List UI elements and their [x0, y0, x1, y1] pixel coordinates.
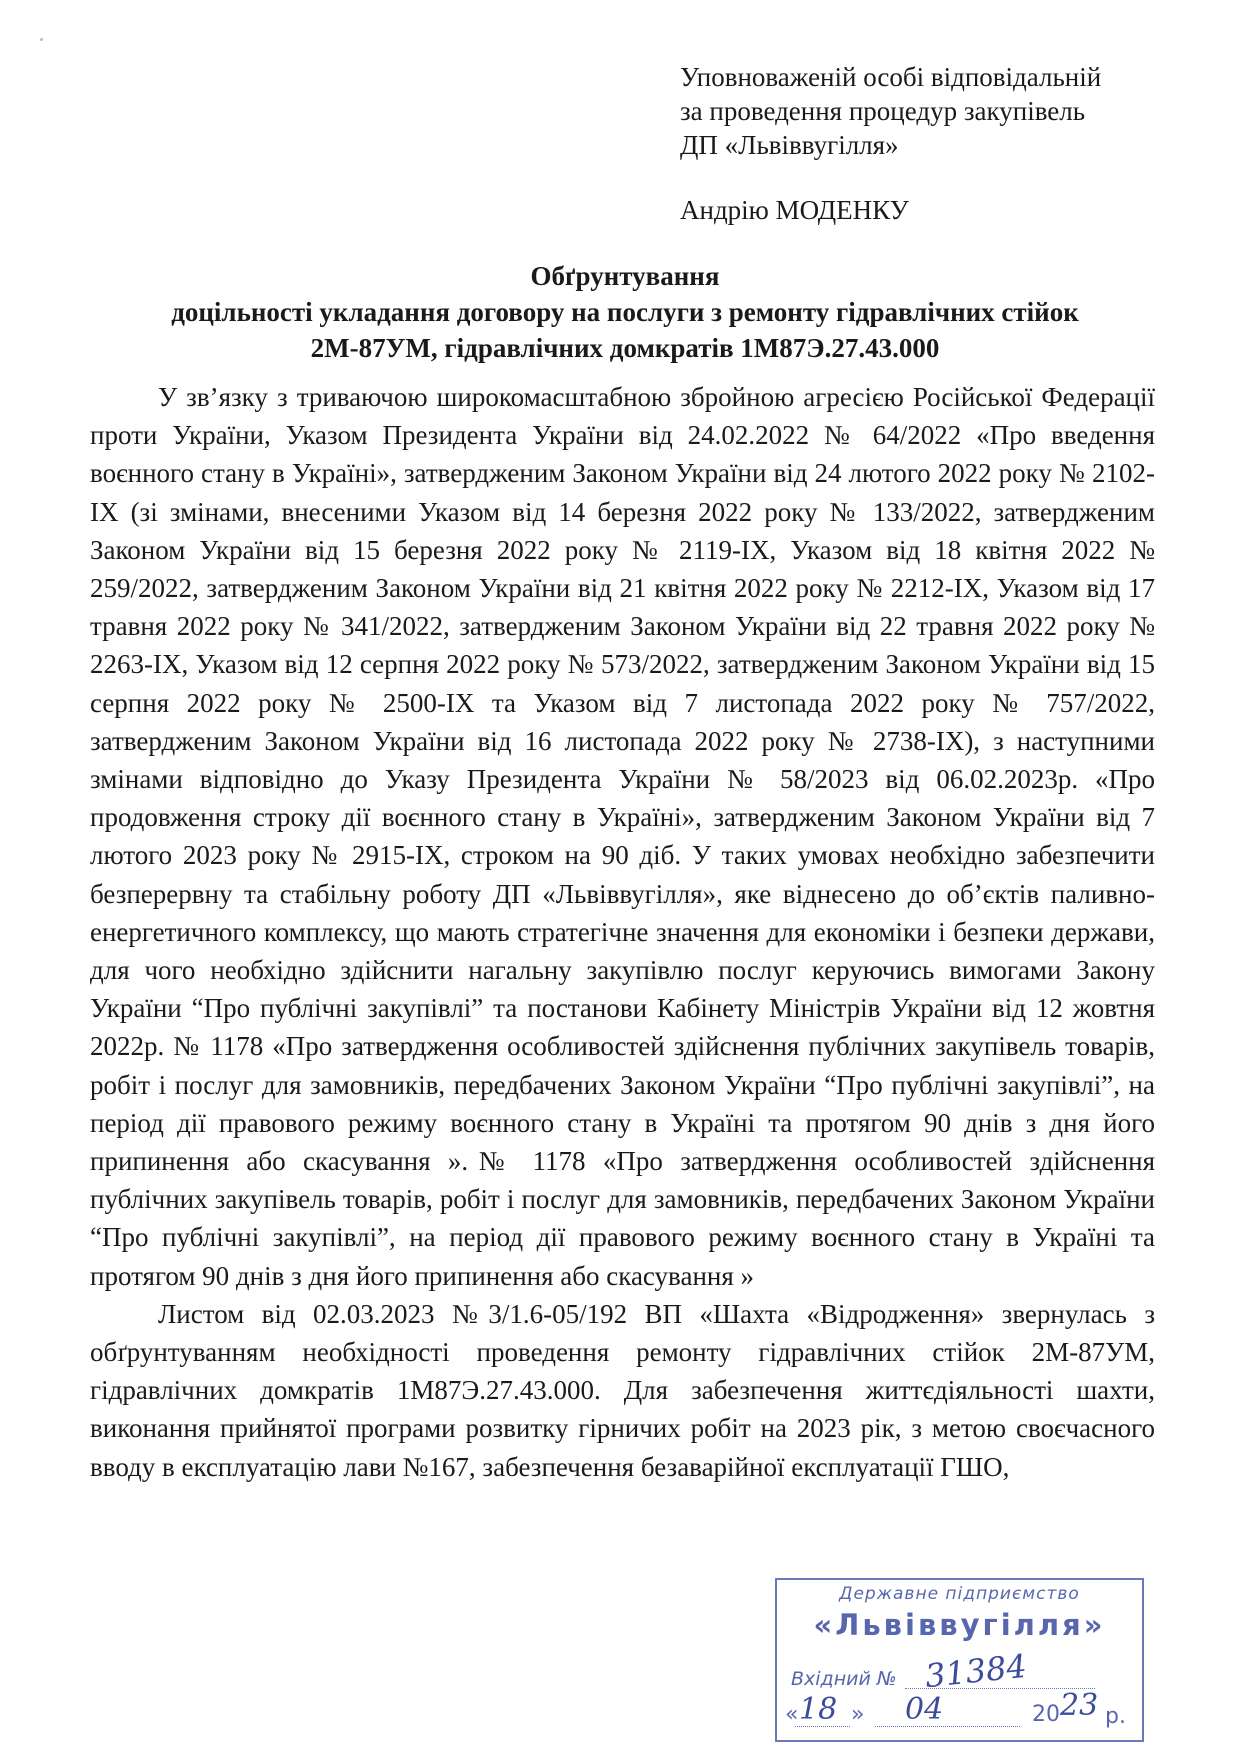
stamp-close-quote: » [851, 1702, 865, 1727]
body-paragraph: У зв’язку з триваючою широкомасштабною збройною агресією Російської Федерації проти України, Указом Президента України від 24.02.2022 № 64/2022 «Про введення воєнного стану в Україні», затвердженим Законом України від 24 лютого 2022 року № 2102-IX (зі змінами, внесеними Указом від 14 березня 2022 року № 133/2022, затвердженим Законом України від 15 березня 2022 року № 2119-IX, Указом від 18 квітня 2022 № 259/2022, затвердженим Законом України від 21 квітня 2022 року № 2212-IX, Указом від 17 травня 2022 року № 341/2022, затвердженим Законом України від 22 травня 2022 року № 2263-IX, Указом від 12 серпня 2022 року № 573/2022, затвердженим Законом України від 15 серпня 2022 року № 2500-IX та Указом від 7 листопада 2022 року № 757/2022, затвердженим Законом України від 16 листопада 2022 року № 2738-IX), з наступними змінами відповідно до Указу Президента України № 58/2023 від 06.02.2023р. «Про продовження строку дії воєнного стану в Україні», затвердженим Законом України від 7 лютого 2023 року № 2915-IX, строком на 90 діб. У таких умовах необхідно забезпечити безперервну та стабільну роботу ДП «Львіввугілля», яке віднесено до об’єктів паливно-енергетичного комплексу, що мають стратегічне значення для економіки і безпеки держави, для чого необхідно здійснити нагальну закупівлю послуг керуючись вимогами Закону України “Про публічні закупівлі” та постанови Кабінету Міністрів України від 12 жовтня 2022р. № 1178 «Про затвердження особливостей здійснення публічних закупівель товарів, робіт і послуг для замовників, передбачених Законом України “Про публічні закупівлі”, на період дії правового режиму воєнного стану в Україні та протягом 90 днів з дня його припинення або скасування ».№ 1178 «Про затвердження особливостей здійснення публічних закупівель товарів, робіт і послуг для замовників, передбачених Законом України “Про публічні закупівлі”, на період дії правового режиму воєнного стану в Україні та протягом 90 днів з дня його припинення або скасування » [90, 382, 1155, 1291]
body-paragraph: Листом від 02.03.2023 №3/1.6-05/192 ВП «Шахта «Відродження» звернулась з обґрунтуванням необхідності проведення ремонту гідравлічних стійок 2М-87УМ, гідравлічних домкратів 1М87Э.27.43.000. Для забезпечення життєдіяльності шахти, виконання прийнятої програми розвитку гірничих робіт на 2023 рік, з метою своєчасного вводу в експлуатацію лави №167, забезпечення безаварійної експлуатації ГШО, [90, 1298, 1155, 1482]
title-line: Обґрунтування [530, 261, 720, 291]
recipient-name: Андрію МОДЕНКУ [680, 195, 909, 225]
stamp-open-quote: « [785, 1702, 799, 1727]
addressee-line: за проведення процедур закупівель [680, 96, 1086, 126]
document-body [90, 378, 1155, 1486]
stamp-year-prefix: 20 [1032, 1702, 1060, 1727]
title-line: доцільності укладання договору на послуги з ремонту гідравлічних стійок [171, 297, 1079, 327]
addressee-line: Уповноваженій особі відповідальній [680, 62, 1102, 92]
stamp-month: 04 [905, 1692, 944, 1727]
stamp-year-suffix: р. [1105, 1704, 1126, 1729]
stamp-org-type: Державне підприємство [839, 1584, 1080, 1604]
scan-speck [40, 38, 43, 41]
stamp-month-underline [875, 1726, 1020, 1727]
addressee-block [680, 60, 1101, 162]
document-title [80, 258, 1170, 366]
stamp-day: 18 [799, 1692, 838, 1727]
stamp-org-name: «Львіввугілля» [813, 1608, 1106, 1642]
registration-stamp [775, 1578, 1144, 1742]
stamp-incoming-label: Вхідний № [791, 1668, 897, 1690]
stamp-year: 23 [1060, 1688, 1099, 1723]
title-line: 2М-87УМ, гідравлічних домкратів 1М87Э.27.43.000 [310, 333, 940, 363]
addressee-line: ДП «Львіввугілля» [680, 130, 899, 160]
stamp-incoming-number: 31384 [923, 1646, 1029, 1696]
